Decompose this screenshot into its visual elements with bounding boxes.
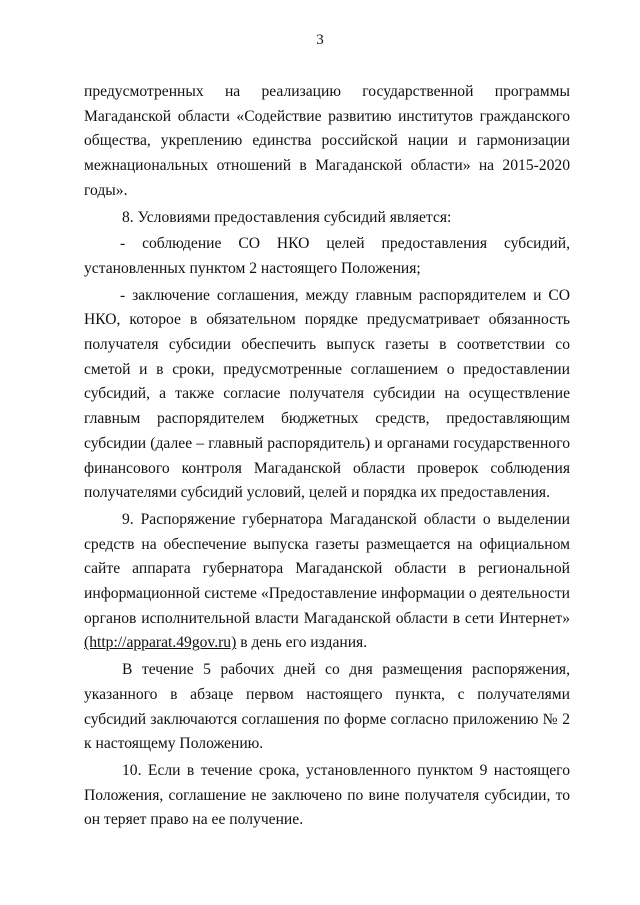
document-body [84, 80, 570, 835]
apparat-website-link[interactable]: (http://apparat.49gov.ru) [84, 634, 237, 652]
page-number: 3 [316, 32, 324, 48]
list-item-agreement: - заключение соглашения, между главным распорядителем и СО НКО, которое в обязательном порядке предусматривает обязанность получателя субсидии обеспечить выпуск газеты в соответствии со сметой и в сроки, предусмотренные соглашением о предоставлении субсидий, а также согласие получателя субсидии на осуществление главным распорядителем бюджетных средств, предоставляющим субсидии (далее – главный распорядитель) и органами государственного финансового контроля Магаданской области проверок соблюдения получателями субсидий условий, целей и порядка их предоставления. [84, 286, 570, 502]
paragraph-item-8: 8. Условиями предоставления субсидий является: [122, 208, 452, 226]
paragraph-item-9-text: 9. Распоряжение губернатора Магаданской области о выделении средств на обеспечение выпуска газеты размещается на официальном сайте аппарата губернатора Магаданской области в региональной информационной системе «Предоставление информации о деятельности органов исполнительной власти Магаданской области в сети Интернет» [84, 510, 570, 627]
paragraph-agreement-deadline: В течение 5 рабочих дней со дня размещения распоряжения, указанного в абзаце первом настоящего пункта, с получателями субсидий заключаются соглашения по форме согласно приложению № 2 к настоящему Положению. [84, 661, 570, 753]
list-item-compliance: - соблюдение СО НКО целей предоставления субсидий, установленных пунктом 2 настоящего Положения; [84, 235, 570, 277]
paragraph-continuation: предусмотренных на реализацию государственной программы Магаданской области «Содействие развитию институтов гражданского общества, укреплению единства российской нации и гармонизации межнациональных отношений в Магаданской области» на 2015-2020 годы». [84, 83, 570, 199]
paragraph-item-10: 10. Если в течение срока, установленного пунктом 9 настоящего Положения, соглашение не заключено по вине получателя субсидии, то он теряет право на ее получение. [84, 761, 570, 829]
paragraph-item-9-tail: в день его издания. [236, 634, 368, 652]
paragraph-item-9 [84, 508, 570, 656]
